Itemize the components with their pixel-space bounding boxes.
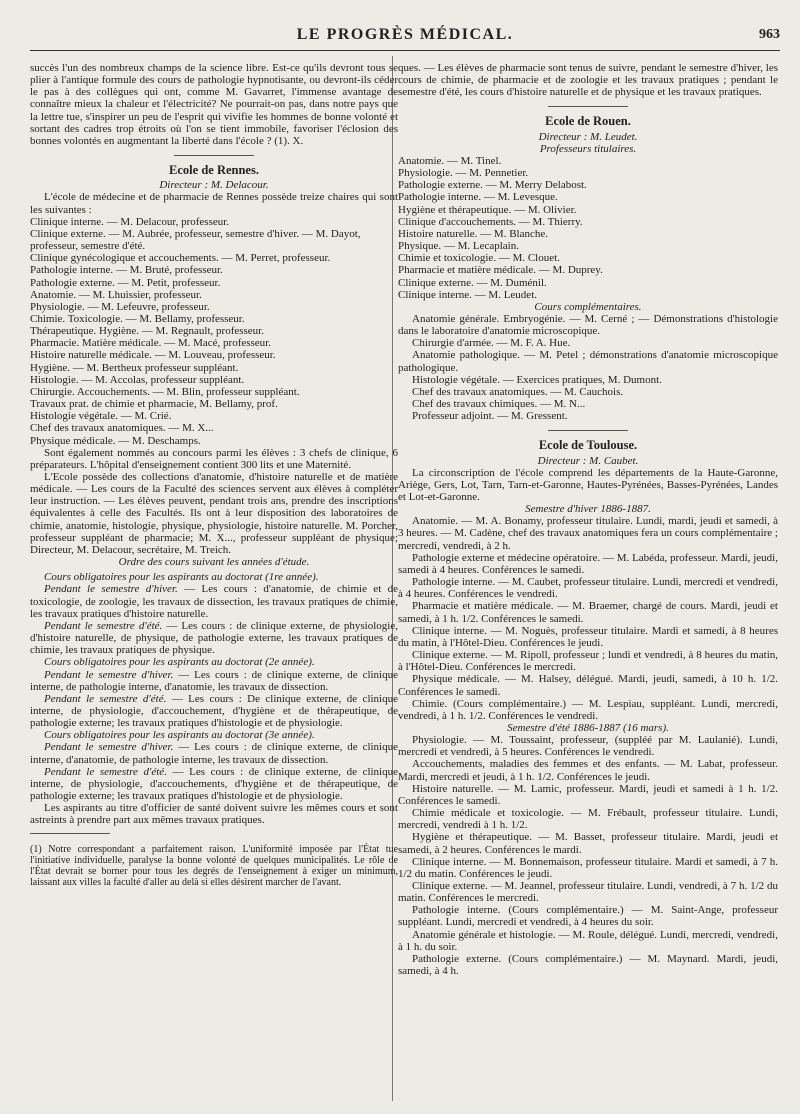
order-head: Cours obligatoires pour les aspirants au doctorat (1re année). bbox=[44, 571, 319, 584]
order-head: Cours obligatoires pour les aspirants au doctorat (3e année). bbox=[44, 729, 315, 742]
right-column bbox=[398, 62, 778, 977]
summer-course: Clinique externe. — M. Jeannel, professeur titulaire. Lundi, vendredi, à 7 h. 1/2 du matin. Conférences le mercredi. bbox=[398, 880, 778, 905]
summer-course: Pathologie externe. (Cours complémentaire.) — M. Maynard. Mardi, jeudi, samedi, à 4 h. bbox=[398, 952, 778, 978]
footnote-rule bbox=[30, 833, 110, 834]
order-text: — Les cours : d'anatomie, de chimie et de toxicologie, de zoologie, les travaux de dissection, les travaux pratiques de chimie, les travaux pratiques d'histoire naturelle. bbox=[30, 583, 398, 620]
order-head: Pendant le semestre d'hiver. bbox=[44, 668, 174, 681]
order-item bbox=[30, 571, 398, 583]
winter-course: Physique médicale. — M. Halsey, délégué. Mardi, jeudi, samedi, à 10 h. 1/2. Conférences le samedi. bbox=[398, 673, 778, 698]
rennes-chair: Histologie. — M. Accolas, professeur suppléant. bbox=[30, 373, 245, 386]
toulouse-director: Directeur : M. Caubet. bbox=[537, 454, 639, 467]
summer-course: Accouchements, maladies des femmes et des enfants. — M. Labat, professeur. Mardi, mercredi et jeudi, à 1 h. 1/2. Conférences le jeudi. bbox=[398, 758, 778, 783]
continued-paragraph: ques. — Les élèves de pharmacie sont tenus de suivre, pendant le semestre d'hiver, les cours de chimie, de pharmacie et de zoologie et les travaux pratiques ; pendant le semestre d'été, les cours d'histoire naturelle et de physique et les travaux pratiques. bbox=[398, 62, 778, 99]
left-column bbox=[30, 62, 398, 898]
rouen-professor: Pathologie externe. — M. Merry Delabost. bbox=[398, 179, 587, 192]
rennes-para: Sont également nommés au concours parmi les élèves : 3 chefs de clinique, 6 préparateurs. L'hôpital d'enseignement contient 300 lits et une Maternité. bbox=[30, 446, 398, 471]
rennes-chair: Chirurgie. Accouchements. — M. Blin, professeur suppléant. bbox=[30, 385, 300, 398]
rouen-complementaires bbox=[398, 313, 778, 422]
toulouse-intro: La circonscription de l'école comprend les départements de la Haute-Garonne, Ariège, Gers, Lot, Tarn, Tarn-et-Garonne, Hautes-Pyrénées, Basses-Pyrénées, Landes et Lot-et-Garonne. bbox=[398, 466, 778, 503]
rennes-chair: Chimie. Toxicologie. — M. Bellamy, professeur. bbox=[30, 312, 245, 325]
rouen-professor: Hygiène et thérapeutique. — M. Olivier. bbox=[398, 203, 577, 216]
summer-course: Clinique interne. — M. Bonnemaison, professeur titulaire. Mardi et samedi, à 7 h. 1/2 du matin. Conférences le jeudi. bbox=[398, 855, 778, 880]
order-head: Pendant le semestre d'hiver. bbox=[44, 741, 174, 754]
footnote: (1) Notre correspondant a parfaitement raison. L'uniformité imposée par l'État tue l'initiative individuelle, paralyse la bonne volonté de quelques municipalités. Le rôle de l'État devrait se borner pour tous les degrés de l'enseignement à exiger un minimum, laissant aux villes la faculté d'aller au delà si elles désirent marcher de l'avant. bbox=[30, 843, 398, 889]
rouen-professor: Clinique d'accouchements. — M. Thierry. bbox=[398, 215, 583, 228]
rouen-professor: Clinique interne. — M. Leudet. bbox=[398, 288, 537, 301]
rouen-compl-item: Anatomie pathologique. — M. Petel ; démonstrations d'anatomie microscopique pathologique. bbox=[398, 349, 778, 374]
rouen-compl-head: Cours complémentaires. bbox=[534, 300, 642, 313]
rennes-order bbox=[30, 571, 398, 802]
toulouse-summer-head: Semestre d'été 1886-1887 (16 mars). bbox=[507, 721, 669, 734]
order-item bbox=[30, 766, 398, 802]
order-head: Pendant le semestre d'été. bbox=[44, 619, 163, 632]
order-head: Pendant le semestre d'été. bbox=[44, 765, 167, 778]
rennes-chair: Chef des travaux anatomiques. — M. X... bbox=[30, 422, 214, 435]
rennes-chair: Clinique gynécologique et accouchements. — M. Perret, professeur. bbox=[30, 252, 331, 265]
winter-course: Pathologie interne. — M. Caubet, professeur titulaire. Lundi, mercredi et vendredi, à 4 heures. Conférences le vendredi. bbox=[398, 576, 778, 601]
order-item bbox=[30, 729, 398, 741]
order-item bbox=[30, 656, 398, 668]
rouen-compl-item: Histologie végétale. — Exercices pratiques, M. Dumont. bbox=[412, 373, 662, 386]
order-text: — Les cours : de clinique externe, de clinique interne, de physiologie, d'accouchements, d'hygiène et de thérapeutique, de pathologie externe; les travaux pratiques d'histologie et de physiologie. bbox=[30, 765, 398, 803]
rennes-chair: Histoire naturelle médicale. — M. Louveau, professeur. bbox=[30, 349, 276, 362]
page-number: 963 bbox=[759, 27, 780, 42]
order-text: — Les cours : De clinique externe, de clinique interne, de physiologie, d'accouchement, d'hygiène et de thérapeutique, de pathologie externe; les travaux pratiques d'histologie et de physiologie. bbox=[30, 692, 398, 730]
rennes-chair: Travaux prat. de chimie et pharmacie, M. Bellamy, prof. bbox=[30, 398, 278, 411]
rennes-chair: Thérapeutique. Hygiène. — M. Regnault, professeur. bbox=[30, 325, 264, 338]
section-rule bbox=[174, 155, 254, 156]
order-head: Pendant le semestre d'été. bbox=[44, 692, 167, 705]
rouen-titulaires bbox=[398, 155, 778, 301]
rennes-chair: Pathologie interne. — M. Bruté, professeur. bbox=[30, 264, 223, 277]
order-item bbox=[30, 669, 398, 693]
running-title: LE PROGRÈS MÉDICAL. bbox=[296, 26, 514, 43]
rennes-chairs bbox=[30, 216, 398, 447]
rennes-chair: Anatomie. — M. Lhuissier, professeur. bbox=[30, 288, 202, 301]
winter-course: Clinique externe. — M. Ripoll, professeur ; lundi et vendredi, à 8 heures du matin, à l'Hôtel-Dieu. Conférences le mercredi. bbox=[398, 649, 778, 674]
rennes-order-title: Ordre des cours suivant les années d'étude. bbox=[118, 556, 310, 569]
rennes-intro: L'école de médecine et de pharmacie de Rennes possède treize chaires qui sont les suivantes : bbox=[30, 191, 398, 216]
rouen-professor: Pathologie interne. — M. Levesque. bbox=[398, 191, 558, 204]
rennes-chair: Histologie végétale. — M. Crié. bbox=[30, 410, 172, 423]
order-item bbox=[30, 620, 398, 656]
order-item bbox=[30, 693, 398, 729]
rouen-professor: Chimie et toxicologie. — M. Clouet. bbox=[398, 252, 560, 265]
winter-course: Anatomie. — M. A. Bonamy, professeur titulaire. Lundi, mardi, jeudi et samedi, à 3 heures. — M. Cadène, chef des travaux anatomiques fera un cours complémentaire ; mercredi, vendredi, à 2 h. bbox=[398, 515, 778, 552]
rennes-director: Directeur : M. Delacour. bbox=[159, 179, 269, 192]
header-rule bbox=[30, 50, 780, 51]
rennes-chair: Clinique interne. — M. Delacour, professeur. bbox=[30, 215, 230, 228]
rouen-compl-item: Chef des travaux chimiques. — M. N... bbox=[412, 398, 586, 411]
summer-course: Physiologie. — M. Toussaint, professeur, (suppléé par M. Laulanié). Lundi, mercredi et vendredi, à 5 heures. Conférences le vendredi. bbox=[398, 734, 778, 759]
rouen-compl-item: Anatomie générale. Embryogénie. — M. Cerné ; — Démonstrations d'histologie dans le laboratoire d'anatomie microscopique. bbox=[398, 312, 778, 338]
winter-course: Pharmacie et matière médicale. — M. Braemer, chargé de cours. Mardi, jeudi et samedi, à 1 h. 1/2. Conférences le samedi. bbox=[398, 600, 778, 625]
rennes-chair: Physiologie. — M. Lefeuvre, professeur. bbox=[30, 300, 210, 313]
rouen-professor: Physiologie. — M. Pennetier. bbox=[398, 167, 529, 180]
page-header bbox=[30, 22, 780, 52]
section-rule bbox=[548, 430, 628, 431]
order-item bbox=[30, 741, 398, 765]
rouen-compl-item: Chef des travaux anatomiques. — M. Cauchois. bbox=[412, 385, 624, 398]
toulouse-summer bbox=[398, 734, 778, 977]
rennes-chair: Pharmacie. Matière médicale. — M. Macé, professeur. bbox=[30, 337, 271, 350]
rennes-closing: Les aspirants au titre d'officier de santé doivent suivre les mêmes cours et sont astreints à prendre part aux mêmes travaux pratiques. bbox=[30, 802, 398, 827]
order-head: Pendant le semestre d'hiver. bbox=[44, 583, 178, 596]
rouen-professor: Histoire naturelle. — M. Blanche. bbox=[398, 227, 548, 240]
toulouse-winter-head: Semestre d'hiver 1886-1887. bbox=[525, 503, 651, 516]
rennes-chair: Hygiène. — M. Bertheux professeur suppléant. bbox=[30, 361, 239, 374]
rennes-chair: Clinique externe. — M. Aubrée, professeur, semestre d'hiver. — M. Dayot, professeur, semestre d'été. bbox=[30, 227, 361, 253]
rouen-compl-item: Professeur adjoint. — M. Gressent. bbox=[412, 410, 568, 423]
summer-course: Hygiène et thérapeutique. — M. Basset, professeur titulaire. Mardi, jeudi et samedi, à 2 heures. Conférences le mardi. bbox=[398, 831, 778, 856]
order-item bbox=[30, 583, 398, 619]
rouen-director: Directeur : M. Leudet. bbox=[538, 130, 638, 143]
summer-course: Pathologie interne. (Cours complémentaire.) — M. Saint-Ange, professeur suppléant. Lundi, mercredi et vendredi, à 4 heures du soir. bbox=[398, 904, 778, 929]
rouen-professor: Physique. — M. Lecaplain. bbox=[398, 240, 519, 253]
rouen-professor: Pharmacie et matière médicale. — M. Duprey. bbox=[398, 264, 603, 277]
winter-course: Pathologie externe et médecine opératoire. — M. Labéda, professeur. Mardi, jeudi, samedi à 4 heures. Conférences le samedi. bbox=[398, 551, 778, 576]
rouen-professor: Clinique externe. — M. Duménil. bbox=[398, 276, 547, 289]
rouen-professor: Anatomie. — M. Tinel. bbox=[398, 154, 502, 167]
summer-course: Histoire naturelle. — M. Lamic, professeur. Mardi, jeudi et samedi à 1 h. 1/2. Conférences le samedi. bbox=[398, 782, 778, 807]
order-head: Cours obligatoires pour les aspirants au doctorat (2e année). bbox=[44, 656, 315, 669]
section-rule bbox=[548, 106, 628, 107]
order-text: — Les cours : de clinique externe, de clinique interne, d'anatomie, de pathologie interne, les travaux de dissection. bbox=[30, 741, 398, 766]
order-text: — Les cours : de clinique externe, de clinique interne, de pathologie interne, d'anatomie, les travaux de dissection. bbox=[30, 668, 398, 693]
intro-paragraph: succès l'un des nombreux champs de la science libre. Est-ce qu'ils devront tous se plier à l'antique formule des cours de pathologie hypnotisante, ou devront-ils céder le pas à des collègues qui ont, comme M. Gavarret, l'immense avantage de connaître mieux la chaleur et l'électricité? Ne pourrait-on pas, dans notre pays que la lettre tue, s'inspirer un peu de l'esprit qui vivifie les hommes de bonne volonté et sortant des cadres trop étroits où l'on se tient immobile, favoriser l'éclosion des bonnes volontés en augmentant la liberté dans l'école ? (1). X. bbox=[30, 62, 398, 147]
order-text: — Les cours : de clinique externe, de physiologie, d'histoire naturelle, de physique, de pathologie externe, les travaux pratiques de chimie, les travaux pratiques de physique. bbox=[30, 619, 398, 657]
rennes-chair: Physique médicale. — M. Deschamps. bbox=[30, 434, 201, 447]
summer-course: Chimie médicale et toxicologie. — M. Frébault, professeur titulaire. Lundi, mercredi, vendredi à 1 h. 1/2. bbox=[398, 807, 778, 832]
rennes-chair: Pathologie externe. — M. Petit, professeur. bbox=[30, 276, 221, 289]
rouen-titulaires-head: Professeurs titulaires. bbox=[539, 142, 637, 155]
winter-course: Clinique interne. — M. Noguès, professeur titulaire. Mardi et samedi, à 8 heures du matin, à l'Hôtel-Dieu. Conférences le jeudi. bbox=[398, 624, 778, 649]
toulouse-title: Ecole de Toulouse. bbox=[538, 438, 638, 453]
rouen-title: Ecole de Rouen. bbox=[545, 114, 631, 129]
winter-course: Chimie. (Cours complémentaire.) — M. Lespiau, suppléant. Lundi, mercredi, vendredi, à 1 h. 1/2. Conférences le vendredi. bbox=[398, 697, 778, 722]
summer-course: Anatomie générale et histologie. — M. Roule, délégué. Lundi, mercredi, vendredi, à 1 h. du soir. bbox=[398, 928, 778, 953]
rennes-title: Ecole de Rennes. bbox=[169, 163, 259, 178]
toulouse-winter bbox=[398, 515, 778, 722]
rennes-para: L'Ecole possède des collections d'anatomie, d'histoire naturelle et de matière médicale. — Les cours de la Faculté des sciences servent aux élèves à compléter leur instruction. — Les élèves peuvent, pendant trois ans, prendre des inscriptions équivalentes à celle des Facultés. Ils ont à leur disposition des laboratoires de chimie, anatomie, histologie, physique, physiologie, histoire naturelle. M. Porcher, professeur suppléant de pharmacie; M. X..., professeur suppléant de physique; Directeur, M. Delacour, secrétaire, M. Treich. bbox=[30, 471, 398, 556]
rouen-compl-item: Chirurgie d'armée. — M. F. A. Hue. bbox=[412, 337, 571, 350]
